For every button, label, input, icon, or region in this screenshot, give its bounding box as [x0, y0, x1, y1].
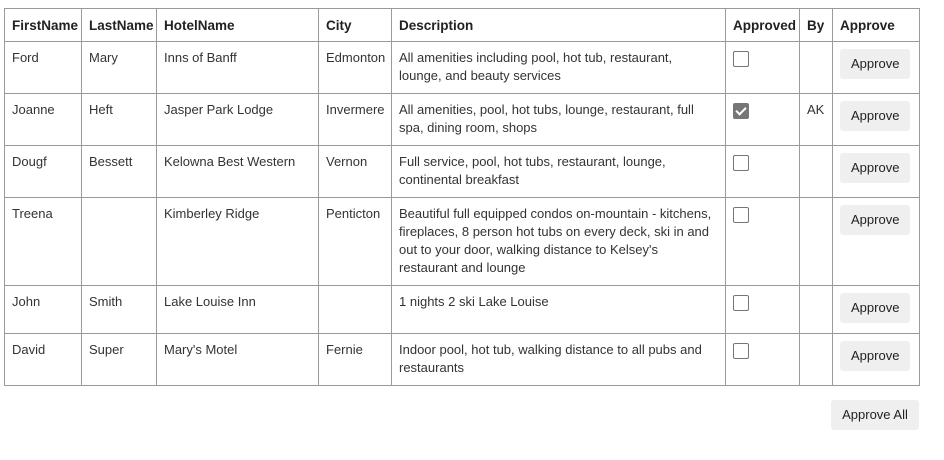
header-approved: Approved [726, 9, 800, 42]
cell-city: Fernie [319, 334, 392, 386]
cell-by: AK [800, 94, 833, 146]
cell-first-name: John [5, 286, 82, 334]
approved-checkbox[interactable] [733, 295, 749, 311]
cell-approve [833, 146, 920, 198]
cell-description: All amenities including pool, hot tub, restaurant, lounge, and beauty services [392, 42, 726, 94]
cell-approved [726, 42, 800, 94]
table-row [5, 42, 920, 94]
header-approve: Approve [833, 9, 920, 42]
table-row [5, 198, 920, 286]
cell-city: Edmonton [319, 42, 392, 94]
cell-approve [833, 42, 920, 94]
cell-last-name: Heft [82, 94, 157, 146]
cell-hotel-name: Lake Louise Inn [157, 286, 319, 334]
approved-checkbox[interactable] [733, 155, 749, 171]
cell-hotel-name: Jasper Park Lodge [157, 94, 319, 146]
cell-first-name: Treena [5, 198, 82, 286]
cell-hotel-name: Kimberley Ridge [157, 198, 319, 286]
cell-description: Full service, pool, hot tubs, restaurant, lounge, continental breakfast [392, 146, 726, 198]
approved-checkbox[interactable] [733, 103, 749, 119]
approval-grid [4, 8, 919, 386]
table-row [5, 94, 920, 146]
cell-approve [833, 286, 920, 334]
approved-checkbox[interactable] [733, 207, 749, 223]
cell-city: Invermere [319, 94, 392, 146]
cell-hotel-name: Mary's Motel [157, 334, 319, 386]
table-row [5, 286, 920, 334]
cell-city: Penticton [319, 198, 392, 286]
cell-hotel-name: Kelowna Best Western [157, 146, 319, 198]
approve-button[interactable]: Approve [840, 153, 910, 183]
cell-first-name: Joanne [5, 94, 82, 146]
cell-first-name: David [5, 334, 82, 386]
cell-by [800, 334, 833, 386]
header-city: City [319, 9, 392, 42]
cell-last-name: Super [82, 334, 157, 386]
table-header-row [5, 9, 920, 42]
approve-button[interactable]: Approve [840, 49, 910, 79]
table-row [5, 334, 920, 386]
cell-approve [833, 94, 920, 146]
cell-last-name: Bessett [82, 146, 157, 198]
cell-approved [726, 334, 800, 386]
approved-checkbox[interactable] [733, 51, 749, 67]
cell-approved [726, 146, 800, 198]
approve-button[interactable]: Approve [840, 341, 910, 371]
approved-checkbox[interactable] [733, 343, 749, 359]
cell-city [319, 286, 392, 334]
cell-last-name [82, 198, 157, 286]
cell-approve [833, 334, 920, 386]
cell-first-name: Dougf [5, 146, 82, 198]
cell-description: Beautiful full equipped condos on-mountain - kitchens, fireplaces, 8 person hot tubs on every deck, ski in and out to your door, walking distance to Kelsey's restaurant and lounge [392, 198, 726, 286]
header-by: By [800, 9, 833, 42]
approve-all-button[interactable]: Approve All [831, 400, 919, 430]
cell-hotel-name: Inns of Banff [157, 42, 319, 94]
cell-approved [726, 198, 800, 286]
hotel-approval-table [4, 8, 920, 386]
approve-button[interactable]: Approve [840, 101, 910, 131]
cell-by [800, 198, 833, 286]
cell-by [800, 146, 833, 198]
table-row [5, 146, 920, 198]
header-first-name: FirstName [5, 9, 82, 42]
cell-city: Vernon [319, 146, 392, 198]
cell-by [800, 42, 833, 94]
cell-first-name: Ford [5, 42, 82, 94]
header-last-name: LastName [82, 9, 157, 42]
header-description: Description [392, 9, 726, 42]
cell-description: 1 nights 2 ski Lake Louise [392, 286, 726, 334]
cell-approve [833, 198, 920, 286]
approve-button[interactable]: Approve [840, 205, 910, 235]
cell-description: Indoor pool, hot tub, walking distance to all pubs and restaurants [392, 334, 726, 386]
cell-description: All amenities, pool, hot tubs, lounge, restaurant, full spa, dining room, shops [392, 94, 726, 146]
approve-button[interactable]: Approve [840, 293, 910, 323]
cell-approved [726, 94, 800, 146]
cell-approved [726, 286, 800, 334]
cell-by [800, 286, 833, 334]
cell-last-name: Mary [82, 42, 157, 94]
cell-last-name: Smith [82, 286, 157, 334]
header-hotel-name: HotelName [157, 9, 319, 42]
